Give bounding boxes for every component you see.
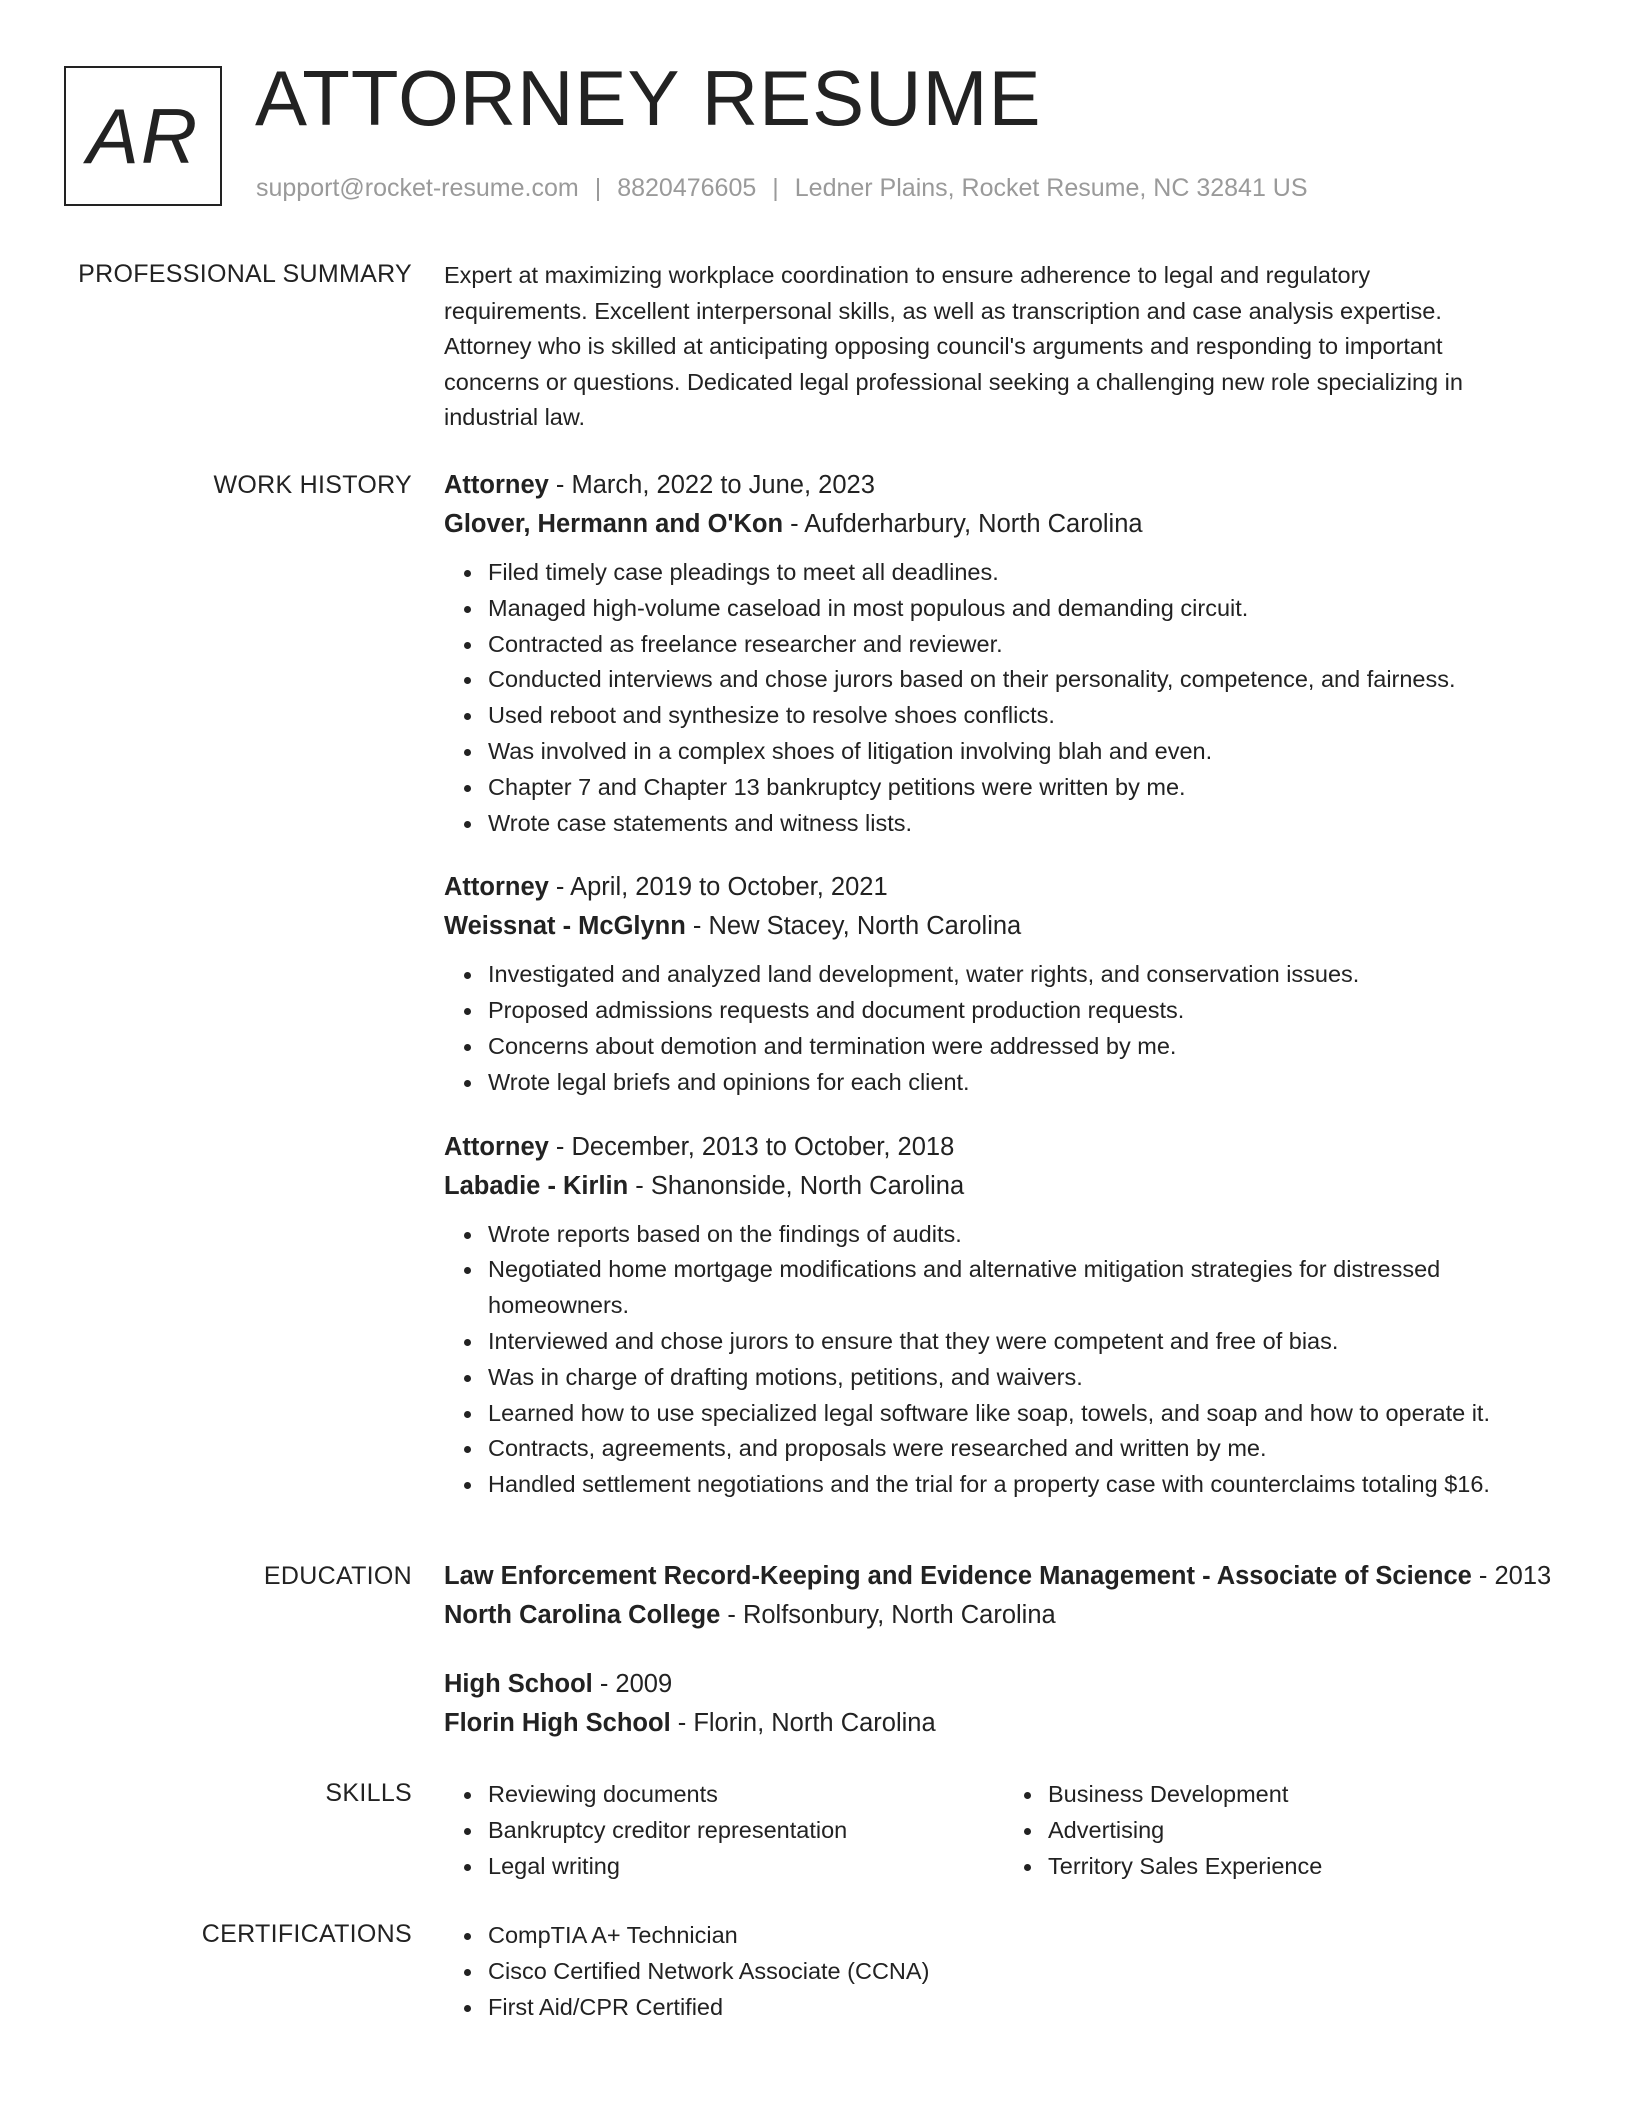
- contact-phone[interactable]: 8820476605: [617, 174, 757, 202]
- job-location: - New Stacey, North Carolina: [685, 912, 1022, 941]
- job-location: - Shanonside, North Carolina: [628, 1171, 965, 1200]
- school-location: - Florin, North Carolina: [670, 1709, 936, 1737]
- skill-item: Bankruptcy creditor representation: [488, 1813, 1004, 1849]
- skills-list-right: [1004, 1777, 1564, 1884]
- contact-line: [256, 174, 1308, 203]
- contact-separator: |: [772, 174, 779, 202]
- certification-item: CompTIA A+ Technician: [488, 1918, 1564, 1954]
- job-bullet: Managed high-volume caseload in most populous and demanding circuit.: [488, 591, 1564, 627]
- certifications-body: [444, 1918, 1564, 2025]
- contact-address: Ledner Plains, Rocket Resume, NC 32841 US: [794, 174, 1308, 202]
- summary-heading: PROFESSIONAL SUMMARY: [78, 260, 412, 288]
- job-bullet: Wrote reports based on the findings of audits.: [488, 1217, 1564, 1253]
- job-bullets: [444, 555, 1564, 841]
- certifications-heading: CERTIFICATIONS: [201, 1920, 412, 1948]
- contact-separator: |: [594, 174, 602, 202]
- job-dates: - March, 2022 to June, 2023: [548, 471, 875, 499]
- summary-body: [444, 258, 1564, 436]
- job-title: Attorney: [444, 873, 549, 902]
- job-company: Weissnat - McGlynn: [444, 912, 686, 941]
- job-entry: [444, 868, 1564, 1100]
- certification-item: Cisco Certified Network Associate (CCNA): [488, 1954, 1564, 1990]
- job-bullet: Learned how to use specialized legal software like soap, towels, and soap and how to operate it.: [488, 1396, 1564, 1432]
- job-dates: - December, 2013 to October, 2018: [548, 1132, 955, 1161]
- work-history-body: [444, 466, 1564, 1503]
- job-bullet: Wrote case statements and witness lists.: [488, 806, 1564, 842]
- job-bullet: Concerns about demotion and termination were addressed by me.: [488, 1029, 1564, 1065]
- education-entry: [444, 1557, 1564, 1635]
- degree-year: - 2013: [1471, 1562, 1552, 1590]
- job-bullet: Wrote legal briefs and opinions for each client.: [488, 1065, 1564, 1101]
- skill-item: Legal writing: [488, 1849, 1004, 1885]
- job-bullet: Filed timely case pleadings to meet all deadlines.: [488, 555, 1564, 591]
- job-entry: [444, 1128, 1564, 1503]
- job-company-line: [444, 906, 1564, 946]
- job-bullets: [444, 957, 1564, 1100]
- skills-columns: [444, 1777, 1564, 1884]
- education-body: [444, 1557, 1564, 1743]
- job-dates: - April, 2019 to October, 2021: [548, 873, 888, 902]
- monogram-logo: [64, 66, 222, 206]
- summary-line: Attorney who is skilled at anticipating opposing council's arguments and responding to important: [444, 333, 1443, 359]
- job-title-line: [444, 466, 1564, 504]
- skill-item: Advertising: [1048, 1813, 1564, 1849]
- job-bullet: Used reboot and synthesize to resolve shoes conflicts.: [488, 698, 1564, 734]
- job-title: Attorney: [444, 471, 549, 499]
- job-bullet: Contracted as freelance researcher and reviewer.: [488, 627, 1564, 663]
- job-bullets: [444, 1217, 1564, 1503]
- summary-line: Expert at maximizing workplace coordination to ensure adherence to legal and regulatory: [444, 262, 1371, 288]
- job-bullet: Investigated and analyzed land development, water rights, and conservation issues.: [488, 957, 1564, 993]
- job-bullet: Contracts, agreements, and proposals were researched and written by me.: [488, 1431, 1564, 1467]
- job-bullet: Was in charge of drafting motions, petitions, and waivers.: [488, 1360, 1564, 1396]
- job-company: Labadie - Kirlin: [444, 1171, 629, 1200]
- summary-line: concerns or questions. Dedicated legal professional seeking a challenging new role specializing in: [444, 368, 1463, 395]
- school-name: North Carolina College: [444, 1601, 721, 1629]
- job-entry: [444, 466, 1564, 841]
- certification-item: First Aid/CPR Certified: [488, 1990, 1564, 2026]
- education-heading: EDUCATION: [263, 1562, 412, 1590]
- job-location: - Aufderharbury, North Carolina: [783, 510, 1143, 538]
- monogram-text: AR: [86, 92, 200, 180]
- job-bullet: Interviewed and chose jurors to ensure that they were competent and free of bias.: [488, 1324, 1564, 1360]
- degree-year: - 2009: [592, 1670, 673, 1698]
- job-bullet: Was involved in a complex shoes of litigation involving blah and even.: [488, 734, 1564, 770]
- job-bullet: Negotiated home mortgage modifications and alternative mitigation strategies for distressed homeowners.: [488, 1252, 1564, 1324]
- school-name: Florin High School: [444, 1709, 671, 1737]
- degree-name: High School: [444, 1670, 593, 1698]
- degree-name: Law Enforcement Record-Keeping and Evidence Management - Associate of Science: [444, 1562, 1472, 1590]
- job-title-line: [444, 868, 1564, 906]
- work-history-heading: WORK HISTORY: [213, 471, 412, 499]
- skills-list-left: [444, 1777, 1004, 1884]
- job-bullet: Handled settlement negotiations and the trial for a property case with counterclaims totaling $16.: [488, 1467, 1564, 1503]
- job-company-line: [444, 1166, 1564, 1206]
- certifications-list: [444, 1918, 1564, 2025]
- resume-title: ATTORNEY RESUME: [255, 54, 1042, 142]
- skills-body: [444, 1777, 1564, 1884]
- summary-line: industrial law.: [444, 404, 586, 430]
- summary-line: requirements. Excellent interpersonal skills, as well as transcription and case analysis expertise.: [444, 297, 1442, 324]
- school-location: - Rolfsonbury, North Carolina: [720, 1601, 1056, 1629]
- school-line: [444, 1595, 1564, 1635]
- job-bullet: Proposed admissions requests and document production requests.: [488, 993, 1564, 1029]
- job-bullet: Conducted interviews and chose jurors based on their personality, competence, and fairness.: [488, 662, 1564, 698]
- skill-item: Business Development: [1048, 1777, 1564, 1813]
- job-bullet: Chapter 7 and Chapter 13 bankruptcy petitions were written by me.: [488, 770, 1564, 806]
- job-company: Glover, Hermann and O'Kon: [444, 510, 784, 538]
- skill-item: Reviewing documents: [488, 1777, 1004, 1813]
- degree-line: [444, 1665, 1564, 1703]
- skills-heading: SKILLS: [325, 1779, 412, 1807]
- job-company-line: [444, 504, 1564, 544]
- contact-email[interactable]: support@rocket-resume.com: [256, 174, 579, 202]
- job-title: Attorney: [444, 1132, 549, 1161]
- skill-item: Territory Sales Experience: [1048, 1849, 1564, 1885]
- education-entry: [444, 1665, 1564, 1743]
- school-line: [444, 1703, 1564, 1743]
- job-title-line: [444, 1128, 1564, 1166]
- degree-line: [444, 1557, 1564, 1595]
